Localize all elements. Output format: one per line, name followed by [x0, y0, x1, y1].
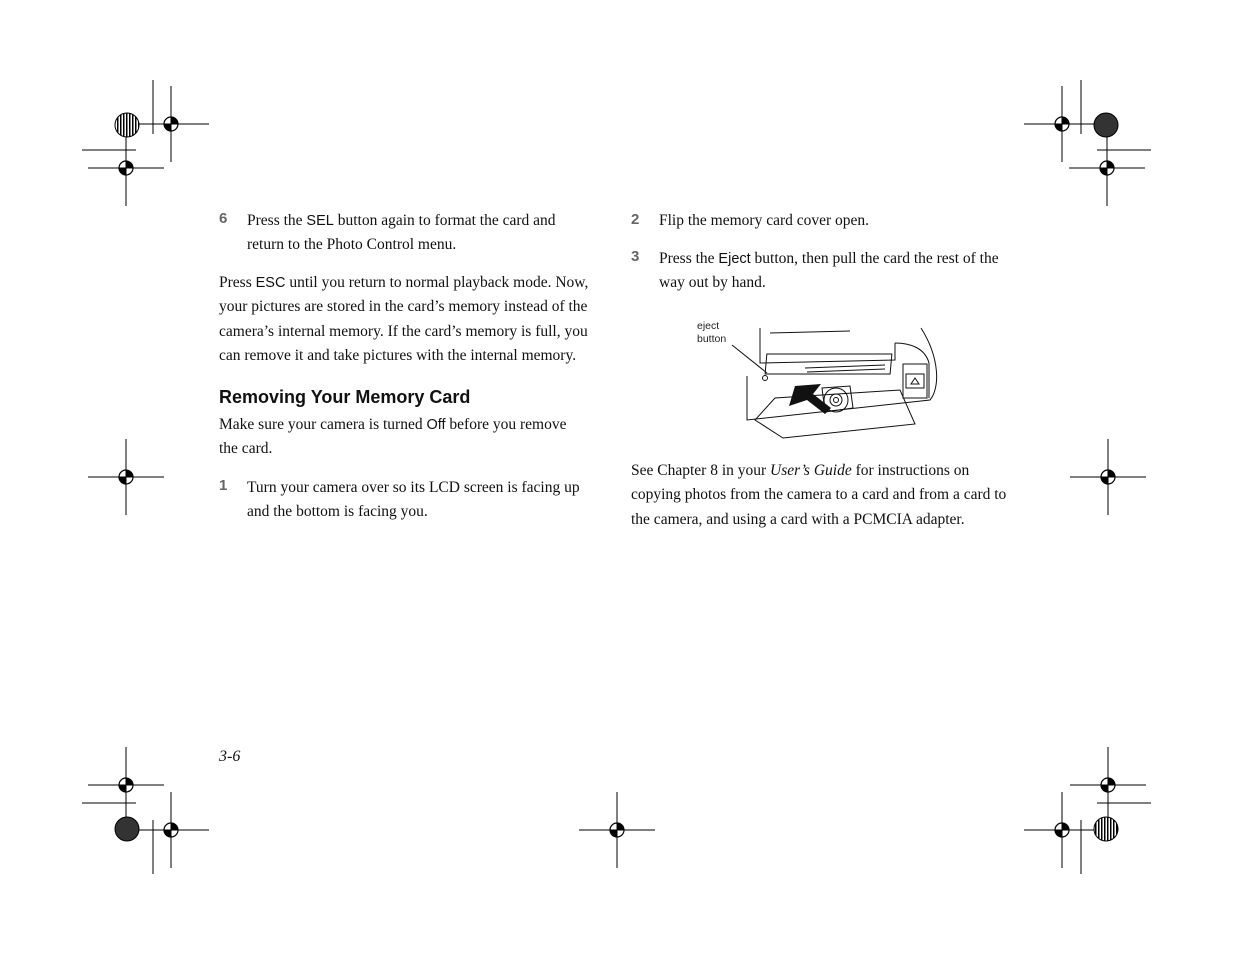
users-guide-title: User’s Guide [770, 462, 852, 479]
step-1-number: 1 [219, 477, 228, 494]
color-wheel-bottom-left [115, 817, 139, 841]
registration-mark-top-left [88, 86, 209, 206]
color-wheel-top-right [1094, 113, 1118, 137]
registration-mark-bottom-right [1024, 747, 1146, 868]
registration-mark-bottom-left [88, 747, 209, 868]
section-heading: Removing Your Memory Card [219, 387, 471, 407]
eject-button-callout: eject button [697, 320, 727, 345]
step-3-number: 3 [631, 248, 640, 265]
step-2-number: 2 [631, 211, 640, 228]
push-arrow-icon [789, 384, 831, 414]
off-key: Off [426, 417, 446, 433]
color-wheel-bottom-right [1094, 817, 1118, 841]
step-6-number: 6 [219, 210, 228, 227]
registration-mark-mid-right [1070, 439, 1146, 515]
page-number: 3-6 [219, 748, 241, 765]
see-chapter-paragraph: See Chapter 8 in your User’s Guide for instructions on copying photos from the camera to a card and from a card to the camera, and using a card with a PCMCIA adapter. [631, 462, 1007, 528]
sel-key: SEL [306, 213, 334, 229]
step-3-text: Press the Eject button, then pull the card the rest of the way out by hand. [659, 250, 999, 292]
esc-key: ESC [255, 275, 286, 291]
eject-key: Eject [718, 251, 751, 267]
registration-mark-top-right [1024, 86, 1145, 206]
power-off-paragraph: Make sure your camera is turned Off before you remove the card. [219, 416, 567, 458]
step-6-text: Press the SEL button again to format the card and return to the Photo Control menu. [247, 212, 556, 254]
registration-mark-bottom-center [579, 792, 655, 868]
camera-card-slot-illustration [735, 318, 945, 443]
registration-mark-mid-left [88, 439, 164, 515]
esc-paragraph: Press ESC until you return to normal playback mode. Now, your pictures are stored in the card’s memory instead of the camera’s internal memory. If the card’s memory is full, you can remove it and take pictures with the internal memory. [219, 274, 589, 365]
step-1-text: Turn your camera over so its LCD screen is facing up and the bottom is facing you. [247, 479, 580, 521]
color-wheel-top-left [115, 113, 139, 137]
step-2-text: Flip the memory card cover open. [659, 212, 870, 229]
